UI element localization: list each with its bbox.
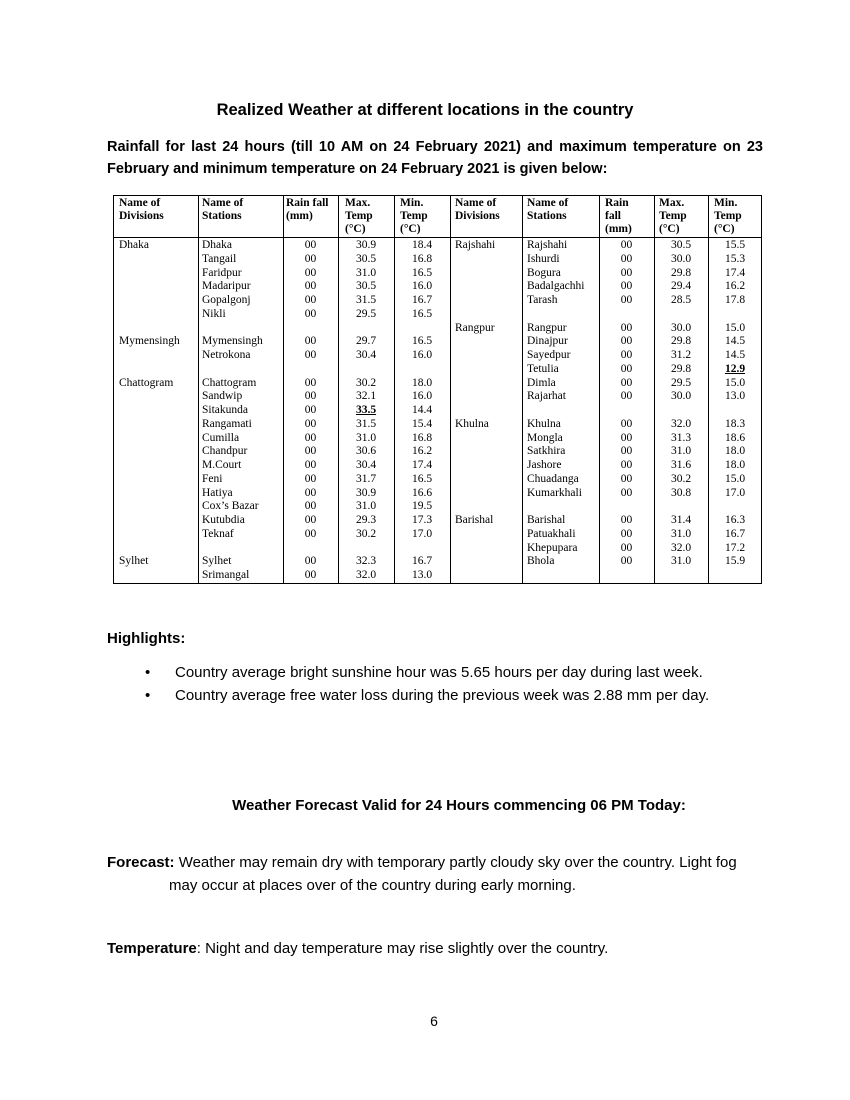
max-temp-value: 30.2 bbox=[355, 376, 377, 389]
min-temp-value: 18.3 bbox=[724, 417, 746, 430]
max-temp-value: 32.0 bbox=[355, 569, 377, 581]
weather-table bbox=[113, 195, 762, 584]
column-header-division-r bbox=[455, 197, 521, 223]
max-temp-value: 32.0 bbox=[670, 541, 692, 554]
max-temp-value: 32.0 bbox=[670, 417, 692, 430]
division-name: Sylhet bbox=[119, 555, 149, 568]
max-temp-value: 28.5 bbox=[670, 294, 692, 306]
min-temp-value: 13.0 bbox=[411, 569, 433, 581]
max-temp-value: 31.0 bbox=[355, 266, 377, 279]
column-divider bbox=[450, 196, 451, 583]
max-temp-value: 30.2 bbox=[355, 527, 377, 540]
forecast-heading: Weather Forecast Valid for 24 Hours commencing 06 PM Today: bbox=[232, 797, 686, 814]
temperature-label: Temperature bbox=[107, 940, 197, 957]
header-line: (°C) bbox=[714, 223, 735, 235]
rainfall-value: 00 bbox=[620, 445, 633, 458]
min-temp-value: 19.5 bbox=[411, 500, 433, 513]
min-temp-value: 16.2 bbox=[724, 280, 746, 293]
column-header-min-left bbox=[400, 197, 448, 236]
max-temp-value: 31.6 bbox=[670, 459, 692, 471]
header-line: Stations bbox=[202, 210, 242, 222]
station-name: Madaripur bbox=[202, 280, 251, 293]
max-temp-value: 29.3 bbox=[355, 514, 377, 526]
min-temp-value: 18.0 bbox=[411, 376, 433, 389]
column-header-division bbox=[119, 197, 197, 223]
max-temp-value: 30.4 bbox=[355, 459, 377, 471]
station-name: Satkhira bbox=[527, 445, 566, 458]
station-name: Gopalgonj bbox=[202, 294, 251, 306]
header-line: Temp bbox=[714, 210, 742, 222]
rainfall-value: 00 bbox=[620, 417, 633, 430]
min-temp-value: 16.7 bbox=[724, 527, 746, 540]
bullet-icon: • bbox=[145, 664, 151, 681]
division-name: Chattogram bbox=[119, 376, 174, 389]
column-header-rain-right bbox=[605, 197, 653, 236]
max-temp-value: 29.5 bbox=[670, 376, 692, 389]
header-line: Rain fall bbox=[286, 197, 329, 209]
station-name: Nikli bbox=[202, 307, 226, 320]
rainfall-value: 00 bbox=[620, 527, 633, 540]
max-temp-value: 31.0 bbox=[355, 500, 377, 513]
station-name: Sandwip bbox=[202, 390, 243, 403]
forecast-text-line2: may occur at places over of the country during early morning. bbox=[169, 877, 576, 894]
station-name: Khepupara bbox=[527, 541, 578, 554]
rainfall-value: 00 bbox=[620, 239, 633, 251]
max-temp-value: 31.0 bbox=[670, 555, 692, 568]
station-name: Chuadanga bbox=[527, 472, 579, 485]
min-temp-value: 15.0 bbox=[724, 472, 746, 485]
max-temp-value: 31.3 bbox=[670, 431, 692, 444]
station-name: Jashore bbox=[527, 459, 562, 471]
station-name: Srimangal bbox=[202, 569, 250, 581]
header-line: Stations bbox=[527, 210, 567, 222]
min-temp-value: 15.0 bbox=[724, 321, 746, 334]
station-name: M.Court bbox=[202, 459, 242, 471]
column-header-rain-left bbox=[286, 197, 338, 223]
rainfall-value: 00 bbox=[620, 376, 633, 389]
min-temp-value: 14.4 bbox=[411, 404, 433, 416]
min-temp-value: 16.5 bbox=[411, 472, 433, 485]
station-name: Netrokona bbox=[202, 349, 251, 361]
column-divider bbox=[522, 196, 523, 583]
header-line: (mm) bbox=[286, 210, 313, 222]
station-name: Hatiya bbox=[202, 486, 233, 499]
station-name: Chattogram bbox=[202, 376, 257, 389]
max-temp-value: 30.8 bbox=[670, 486, 692, 499]
max-temp-value: 33.5 bbox=[355, 404, 377, 416]
rainfall-value: 00 bbox=[304, 417, 317, 430]
max-temp-value: 30.2 bbox=[670, 472, 692, 485]
min-temp-value: 17.4 bbox=[724, 266, 746, 279]
max-temp-value: 30.5 bbox=[355, 252, 377, 265]
station-name: Rajarhat bbox=[527, 390, 566, 403]
header-line: Min. bbox=[714, 197, 738, 209]
station-name: Sayedpur bbox=[527, 349, 571, 361]
header-line: Min. bbox=[400, 197, 424, 209]
station-name: Sitakunda bbox=[202, 404, 248, 416]
rainfall-value: 00 bbox=[304, 486, 317, 499]
rainfall-value: 00 bbox=[304, 307, 317, 320]
max-temp-value: 29.8 bbox=[670, 335, 692, 348]
max-temp-value: 30.5 bbox=[670, 239, 692, 251]
max-temp-value: 31.5 bbox=[355, 294, 377, 306]
station-name: Patuakhali bbox=[527, 527, 576, 540]
min-temp-value: 16.7 bbox=[411, 555, 433, 568]
max-temp-value: 31.0 bbox=[355, 431, 377, 444]
min-temp-value: 16.0 bbox=[411, 349, 433, 361]
max-temp-value: 31.5 bbox=[355, 417, 377, 430]
min-temp-value: 15.0 bbox=[724, 376, 746, 389]
rainfall-value: 00 bbox=[304, 266, 317, 279]
rainfall-value: 00 bbox=[304, 472, 317, 485]
max-temp-value: 30.0 bbox=[670, 321, 692, 334]
min-temp-value: 14.5 bbox=[724, 349, 746, 361]
station-name: Kumarkhali bbox=[527, 486, 582, 499]
rainfall-value: 00 bbox=[620, 390, 633, 403]
max-temp-value: 31.7 bbox=[355, 472, 377, 485]
max-temp-value: 30.0 bbox=[670, 390, 692, 403]
min-temp-value: 12.9 bbox=[724, 362, 746, 375]
min-temp-value: 14.5 bbox=[724, 335, 746, 348]
header-line: Divisions bbox=[119, 210, 164, 222]
station-name: Tetulia bbox=[527, 362, 559, 375]
page-title: Realized Weather at different locations in the country bbox=[216, 101, 634, 119]
station-name: Barishal bbox=[527, 514, 566, 526]
max-temp-value: 30.9 bbox=[355, 239, 377, 251]
min-temp-value: 17.4 bbox=[411, 459, 433, 471]
min-temp-value: 17.3 bbox=[411, 514, 433, 526]
station-name: Ishurdi bbox=[527, 252, 560, 265]
min-temp-value: 16.2 bbox=[411, 445, 433, 458]
division-name: Rajshahi bbox=[455, 239, 496, 251]
rainfall-value: 00 bbox=[304, 294, 317, 306]
min-temp-value: 16.6 bbox=[411, 486, 433, 499]
min-temp-value: 16.7 bbox=[411, 294, 433, 306]
max-temp-value: 32.3 bbox=[355, 555, 377, 568]
station-name: Feni bbox=[202, 472, 223, 485]
header-line: fall bbox=[605, 210, 621, 222]
division-name: Rangpur bbox=[455, 321, 495, 334]
header-line: Temp bbox=[659, 210, 687, 222]
min-temp-value: 15.5 bbox=[724, 239, 746, 251]
min-temp-value: 15.9 bbox=[724, 555, 746, 568]
rainfall-value: 00 bbox=[620, 514, 633, 526]
max-temp-value: 29.4 bbox=[670, 280, 692, 293]
station-name: Faridpur bbox=[202, 266, 242, 279]
rainfall-value: 00 bbox=[304, 569, 317, 581]
station-name: Badalgachhi bbox=[527, 280, 585, 293]
rainfall-value: 00 bbox=[304, 239, 317, 251]
rainfall-value: 00 bbox=[620, 459, 633, 471]
header-line: Rain bbox=[605, 197, 629, 209]
station-name: Rangpur bbox=[527, 321, 567, 334]
station-name: Rangamati bbox=[202, 417, 252, 430]
station-name: Tarash bbox=[527, 294, 558, 306]
rainfall-value: 00 bbox=[620, 431, 633, 444]
min-temp-value: 17.2 bbox=[724, 541, 746, 554]
station-name: Kutubdia bbox=[202, 514, 245, 526]
header-line: Name of bbox=[455, 197, 497, 209]
header-divider bbox=[114, 237, 761, 238]
temperature-paragraph bbox=[107, 940, 608, 957]
column-header-max-left bbox=[345, 197, 393, 236]
division-name: Mymensingh bbox=[119, 335, 180, 348]
rainfall-value: 00 bbox=[304, 252, 317, 265]
min-temp-value: 16.8 bbox=[411, 252, 433, 265]
rainfall-value: 00 bbox=[620, 280, 633, 293]
rainfall-value: 00 bbox=[304, 445, 317, 458]
rainfall-value: 00 bbox=[304, 390, 317, 403]
max-temp-value: 30.0 bbox=[670, 252, 692, 265]
max-temp-value: 30.6 bbox=[355, 445, 377, 458]
highlights-heading: Highlights: bbox=[107, 630, 186, 647]
highlight-item: Country average free water loss during the previous week was 2.88 mm per day. bbox=[175, 687, 710, 704]
rainfall-value: 00 bbox=[620, 362, 633, 375]
rainfall-value: 00 bbox=[304, 500, 317, 513]
max-temp-value: 31.4 bbox=[670, 514, 692, 526]
rainfall-value: 00 bbox=[620, 541, 633, 554]
division-name: Khulna bbox=[455, 417, 489, 430]
station-name: Dinajpur bbox=[527, 335, 568, 348]
max-temp-value: 31.2 bbox=[670, 349, 692, 361]
division-name: Barishal bbox=[455, 514, 494, 526]
header-line: Name of bbox=[527, 197, 569, 209]
min-temp-value: 18.6 bbox=[724, 431, 746, 444]
column-header-min-right bbox=[714, 197, 762, 236]
max-temp-value: 29.8 bbox=[670, 266, 692, 279]
station-name: Tangail bbox=[202, 252, 237, 265]
station-name: Rajshahi bbox=[527, 239, 568, 251]
min-temp-value: 15.4 bbox=[411, 417, 433, 430]
header-line: Temp bbox=[345, 210, 373, 222]
rainfall-value: 00 bbox=[620, 335, 633, 348]
min-temp-value: 18.4 bbox=[411, 239, 433, 251]
min-temp-value: 17.0 bbox=[724, 486, 746, 499]
max-temp-value: 31.0 bbox=[670, 527, 692, 540]
station-name: Sylhet bbox=[202, 555, 232, 568]
min-temp-value: 16.0 bbox=[411, 390, 433, 403]
station-name: Dimla bbox=[527, 376, 556, 389]
bullet-icon: • bbox=[145, 687, 151, 704]
station-name: Chandpur bbox=[202, 445, 248, 458]
min-temp-value: 17.0 bbox=[411, 527, 433, 540]
forecast-text-line1: Weather may remain dry with temporary partly cloudy sky over the country. Light fog bbox=[174, 854, 737, 871]
forecast-paragraph bbox=[107, 851, 767, 897]
rainfall-value: 00 bbox=[304, 431, 317, 444]
header-line: (°C) bbox=[659, 223, 680, 235]
rainfall-value: 00 bbox=[620, 266, 633, 279]
min-temp-value: 18.0 bbox=[724, 445, 746, 458]
header-line: (mm) bbox=[605, 223, 632, 235]
rainfall-value: 00 bbox=[620, 472, 633, 485]
station-name: Khulna bbox=[527, 417, 561, 430]
rainfall-value: 00 bbox=[620, 321, 633, 334]
rainfall-value: 00 bbox=[620, 555, 633, 568]
station-name: Bogura bbox=[527, 266, 561, 279]
rainfall-value: 00 bbox=[304, 527, 317, 540]
header-line: Max. bbox=[659, 197, 685, 209]
station-name: Teknaf bbox=[202, 527, 234, 540]
max-temp-value: 29.7 bbox=[355, 335, 377, 348]
min-temp-value: 16.8 bbox=[411, 431, 433, 444]
header-line: Divisions bbox=[455, 210, 500, 222]
min-temp-value: 16.5 bbox=[411, 335, 433, 348]
max-temp-value: 30.9 bbox=[355, 486, 377, 499]
division-name: Dhaka bbox=[119, 239, 150, 251]
rainfall-value: 00 bbox=[304, 280, 317, 293]
highlight-item: Country average bright sunshine hour was 5.65 hours per day during last week. bbox=[175, 664, 703, 681]
max-temp-value: 32.1 bbox=[355, 390, 377, 403]
max-temp-value: 31.0 bbox=[670, 445, 692, 458]
header-line: Name of bbox=[202, 197, 244, 209]
header-line: (°C) bbox=[400, 223, 421, 235]
min-temp-value: 17.8 bbox=[724, 294, 746, 306]
column-divider bbox=[198, 196, 199, 583]
min-temp-value: 16.0 bbox=[411, 280, 433, 293]
max-temp-value: 29.5 bbox=[355, 307, 377, 320]
temperature-text: : Night and day temperature may rise slightly over the country. bbox=[196, 940, 609, 957]
header-line: Temp bbox=[400, 210, 428, 222]
rainfall-value: 00 bbox=[620, 486, 633, 499]
page-number: 6 bbox=[430, 1013, 438, 1029]
station-name: Bhola bbox=[527, 555, 555, 568]
min-temp-value: 13.0 bbox=[724, 390, 746, 403]
min-temp-value: 15.3 bbox=[724, 252, 746, 265]
max-temp-value: 30.4 bbox=[355, 349, 377, 361]
rainfall-value: 00 bbox=[304, 555, 317, 568]
min-temp-value: 16.5 bbox=[411, 307, 433, 320]
rainfall-value: 00 bbox=[620, 252, 633, 265]
max-temp-value: 29.8 bbox=[670, 362, 692, 375]
header-line: Name of bbox=[119, 197, 161, 209]
column-header-max-right bbox=[659, 197, 707, 236]
intro-paragraph: Rainfall for last 24 hours (till 10 AM on 24 February 2021) and maximum temperature on 23 February and minimum temperature on 24 February 2021 is given below: bbox=[107, 139, 763, 177]
station-name: Dhaka bbox=[202, 239, 233, 251]
column-header-station-r bbox=[527, 197, 599, 223]
column-header-station bbox=[202, 197, 282, 223]
min-temp-value: 16.3 bbox=[724, 514, 746, 526]
min-temp-value: 18.0 bbox=[724, 459, 746, 471]
rainfall-value: 00 bbox=[304, 404, 317, 416]
min-temp-value: 16.5 bbox=[411, 266, 433, 279]
header-line: (°C) bbox=[345, 223, 366, 235]
rainfall-value: 00 bbox=[304, 335, 317, 348]
rainfall-value: 00 bbox=[620, 294, 633, 306]
header-line: Max. bbox=[345, 197, 371, 209]
max-temp-value: 30.5 bbox=[355, 280, 377, 293]
rainfall-value: 00 bbox=[304, 376, 317, 389]
station-name: Mymensingh bbox=[202, 335, 263, 348]
station-name: Cumilla bbox=[202, 431, 240, 444]
rainfall-value: 00 bbox=[620, 349, 633, 361]
forecast-label: Forecast: bbox=[107, 854, 175, 871]
rainfall-value: 00 bbox=[304, 349, 317, 361]
rainfall-value: 00 bbox=[304, 514, 317, 526]
station-name: Mongla bbox=[527, 431, 563, 444]
rainfall-value: 00 bbox=[304, 459, 317, 471]
station-name: Cox’s Bazar bbox=[202, 500, 259, 513]
